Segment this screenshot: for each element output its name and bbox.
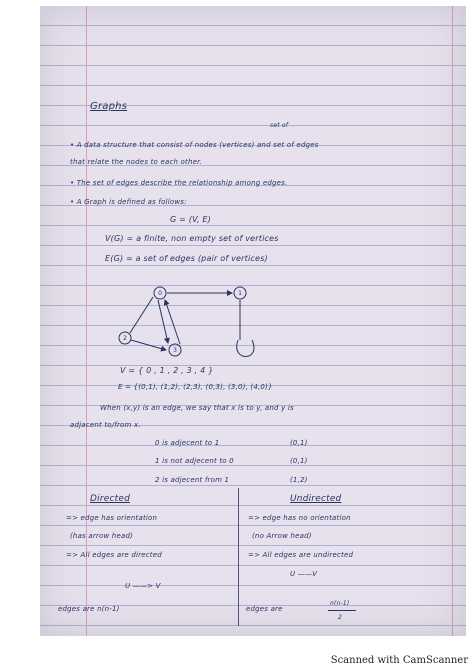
definition-vertices: V(G) = a finite, non empty set of vertices [105,234,279,243]
directed-heading: Directed [90,494,130,504]
bullet-line-1: • A data structure that consist of nodes (vertices) and set of edges [70,141,319,149]
undirected-edge-count-label: edges are [246,605,283,613]
directed-arrow: U ——> V [125,582,161,590]
graph-node-label-1: 1 [238,290,242,297]
undirected-item-2: (no Arrow head) [252,532,312,540]
scanner-watermark: Scanned with CamScanner [330,655,468,666]
graph-node-label-3: 3 [173,347,177,354]
adjacency-line-1: When (x,y) is an edge, we say that x is to y, and y is [100,404,294,412]
undirected-edge-count-numerator: n(n-1) [330,600,350,607]
undirected-item-3: => All edges are undirected [248,551,354,559]
example-2-pair: (0,1) [290,457,308,465]
undirected-edge-count-denominator: 2 [338,614,343,621]
bullet-line-3: • The set of edges describe the relationship among edges. [70,179,288,187]
directed-item-1: => edge has orientation [66,514,158,522]
definition-graph: G = (V, E) [170,215,211,224]
caret-insert: set of [270,122,289,129]
example-3-pair: (1,2) [290,476,308,484]
definition-edges: E(G) = a set of edges (pair of vertices) [105,254,268,263]
example-1-text: 0 is adjecent to 1 [155,439,220,447]
vertex-set: V = { 0 , 1 , 2 , 3 , 4 } [120,366,214,375]
example-3-text: 2 is adjecent from 1 [155,476,230,484]
column-divider [238,488,239,626]
graph-node-label-2: 2 [123,335,127,342]
directed-item-3: => All edges are directed [66,551,162,559]
graph-node-label-0: 0 [158,290,162,297]
undirected-heading: Undirected [290,494,342,504]
edge-set: E = {(0,1), (1,2), (2,3), (0,3), (3,0), (4,0)} [118,383,273,391]
bullet-line-2: that relate the nodes to each other. [70,158,202,166]
undirected-arrow: U ——V [290,570,318,578]
undirected-item-1: => edge has no orientation [248,514,351,522]
adjacency-line-2: adjacent to/from x. [70,421,141,429]
example-2-text: 1 is not adjecent to 0 [155,457,234,465]
bullet-line-4: • A Graph is defined as follows: [70,198,187,206]
directed-edge-count: edges are n(n-1) [58,605,120,613]
page-title: Graphs [90,101,128,112]
directed-item-2: (has arrow head) [70,532,134,540]
example-1-pair: (0,1) [290,439,308,447]
fraction-bar [328,610,356,611]
